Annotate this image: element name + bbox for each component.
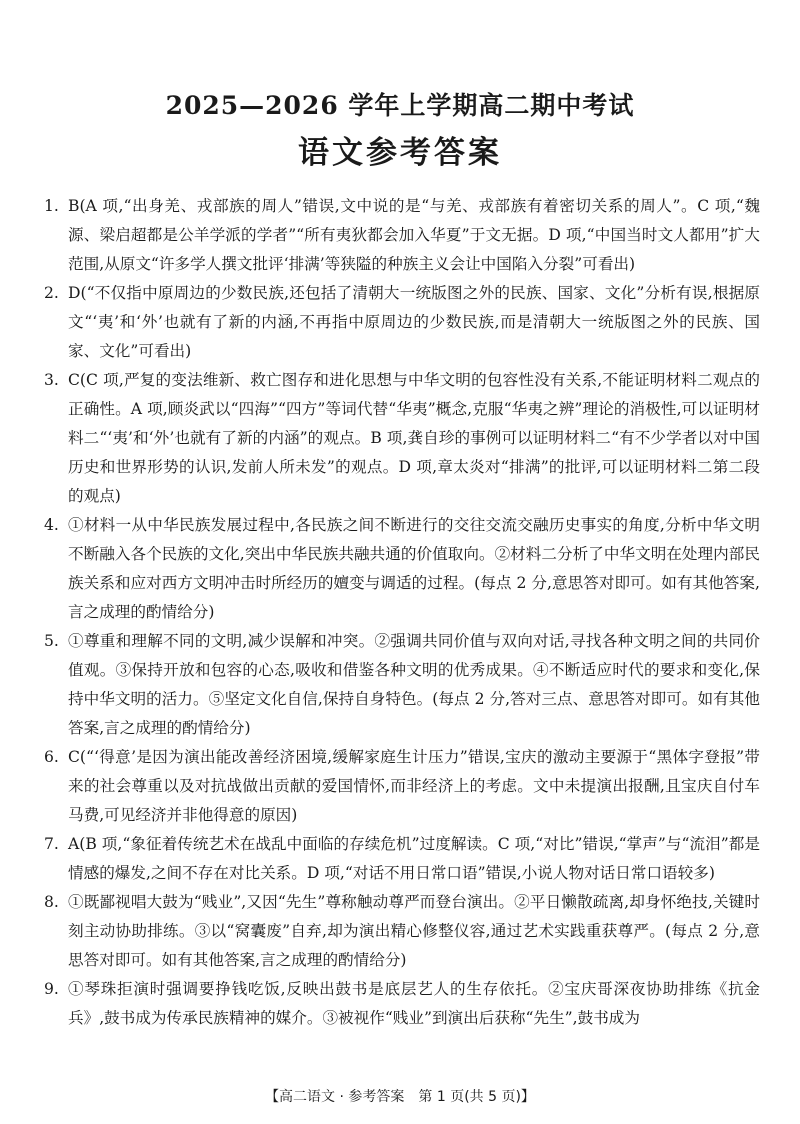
answer-text: ①尊重和理解不同的文明,减少误解和冲突。②强调共同价值与双向对话,寻找各种文明之间的共同价值观。③保持开放和包容的心态,吸收和借鉴各种文明的优秀成果。④不断适应时代的要求和变化,保持中华文明的活力。⑤坚定文化自信,保持自身特色。(每点 2 分,答对三点、意思答对即可。如有其他答案,言之成理的酌情给分) [68, 632, 760, 737]
answer-number: 3. [44, 371, 59, 389]
answer-item-5 [44, 627, 760, 743]
answer-text: C(C 项,严复的变法维新、救亡图存和进化思想与中华文明的包容性没有关系,不能证明材料二观点的正确性。A 项,顾炎武以“四海”“四方”等词代替“华夷”概念,克服“华夷之辨”理论的消极性,可以证明材料二“‘夷’和‘外’也就有了新的内涵”的观点。B 项,龚自珍的事例可以证明材料二“有不少学者以对中国历史和世界形势的认识,发前人所未发”的观点。D 项,章太炎对“排满”的批评,可以证明材料二第二段的观点) [68, 371, 760, 505]
answer-number: 7. [44, 835, 59, 853]
page-footer: 【高二语文 · 参考答案 第 1 页(共 5 页)】 [265, 1089, 535, 1105]
answer-item-3 [44, 366, 760, 511]
answer-text: ①琴珠拒演时强调要挣钱吃饭,反映出鼓书是底层艺人的生存依托。②宝庆哥深夜协助排练《抗金兵》,鼓书成为传承民族精神的媒介。③被视作“贱业”到演出后获称“先生”,鼓书成为 [68, 980, 760, 1027]
answer-number: 1. [44, 197, 59, 215]
answer-item-8 [44, 888, 760, 975]
answer-text: ①既鄙视唱大鼓为“贱业”,又因“先生”尊称触动尊严而登台演出。②平日懒散疏离,却身怀绝技,关键时刻主动协助排练。③以“窝囊废”自弃,却为演出精心修整仪容,通过艺术实践重获尊严。(每点 2 分,意思答对即可。如有其他答案,言之成理的酌情给分) [68, 893, 760, 969]
answer-number: 2. [44, 284, 59, 302]
answer-text: C(“‘得意’是因为演出能改善经济困境,缓解家庭生计压力”错误,宝庆的激动主要源于“黑体字登报”带来的社会尊重以及对抗战做出贡献的爱国情怀,而非经济上的考虑。文中未提演出报酬,且宝庆自付车马费,可见经济并非他得意的原因) [68, 748, 760, 824]
answer-item-1 [44, 192, 760, 279]
answer-text: A(B 项,“象征着传统艺术在战乱中面临的存续危机”过度解读。C 项,“对比”错误,“掌声”与“流泪”都是情感的爆发,之间不存在对比关系。D 项,“对话不用日常口语”错误,小说人物对话日常口语较多) [68, 835, 760, 882]
exam-title: 2025—2026 学年上学期高二期中考试 [165, 91, 635, 120]
answer-text: D(“不仅指中原周边的少数民族,还包括了清朝大一统版图之外的民族、国家、文化”分析有误,根据原文“‘夷’和‘外’也就有了新的内涵,不再指中原周边的少数民族,而是清朝大一统版图之外的民族、国家、文化”可看出) [68, 284, 760, 360]
answer-number: 6. [44, 748, 59, 766]
answer-number: 5. [44, 632, 59, 650]
answer-text: ①材料一从中华民族发展过程中,各民族之间不断进行的交往交流交融历史事实的角度,分析中华文明不断融入各个民族的文化,突出中华民族共融共通的价值取向。②材料二分析了中华文明在处理内部民族关系和应对西方文明冲击时所经历的嬗变与调适的过程。(每点 2 分,意思答对即可。如有其他答案,言之成理的酌情给分) [68, 516, 760, 621]
answer-item-9 [44, 975, 760, 1033]
answer-number: 8. [44, 893, 59, 911]
answer-number: 9. [44, 980, 59, 998]
answer-item-7 [44, 830, 760, 888]
answer-item-2 [44, 279, 760, 366]
answer-list [44, 192, 760, 1033]
answer-number: 4. [44, 516, 59, 534]
answer-text: B(A 项,“出身羌、戎部族的周人”错误,文中说的是“与羌、戎部族有着密切关系的周人”。C 项,“魏源、梁启超都是公羊学派的学者”“所有夷狄都会加入华夏”于文无据。D 项,“中国当时文人都用”扩大范围,从原文“许多学人撰文批评‘排满’等狭隘的种族主义会让中国陷入分裂”可看出) [68, 197, 760, 273]
document-subtitle: 语文参考答案 [298, 135, 502, 171]
answer-item-4 [44, 511, 760, 627]
answer-item-6 [44, 743, 760, 830]
